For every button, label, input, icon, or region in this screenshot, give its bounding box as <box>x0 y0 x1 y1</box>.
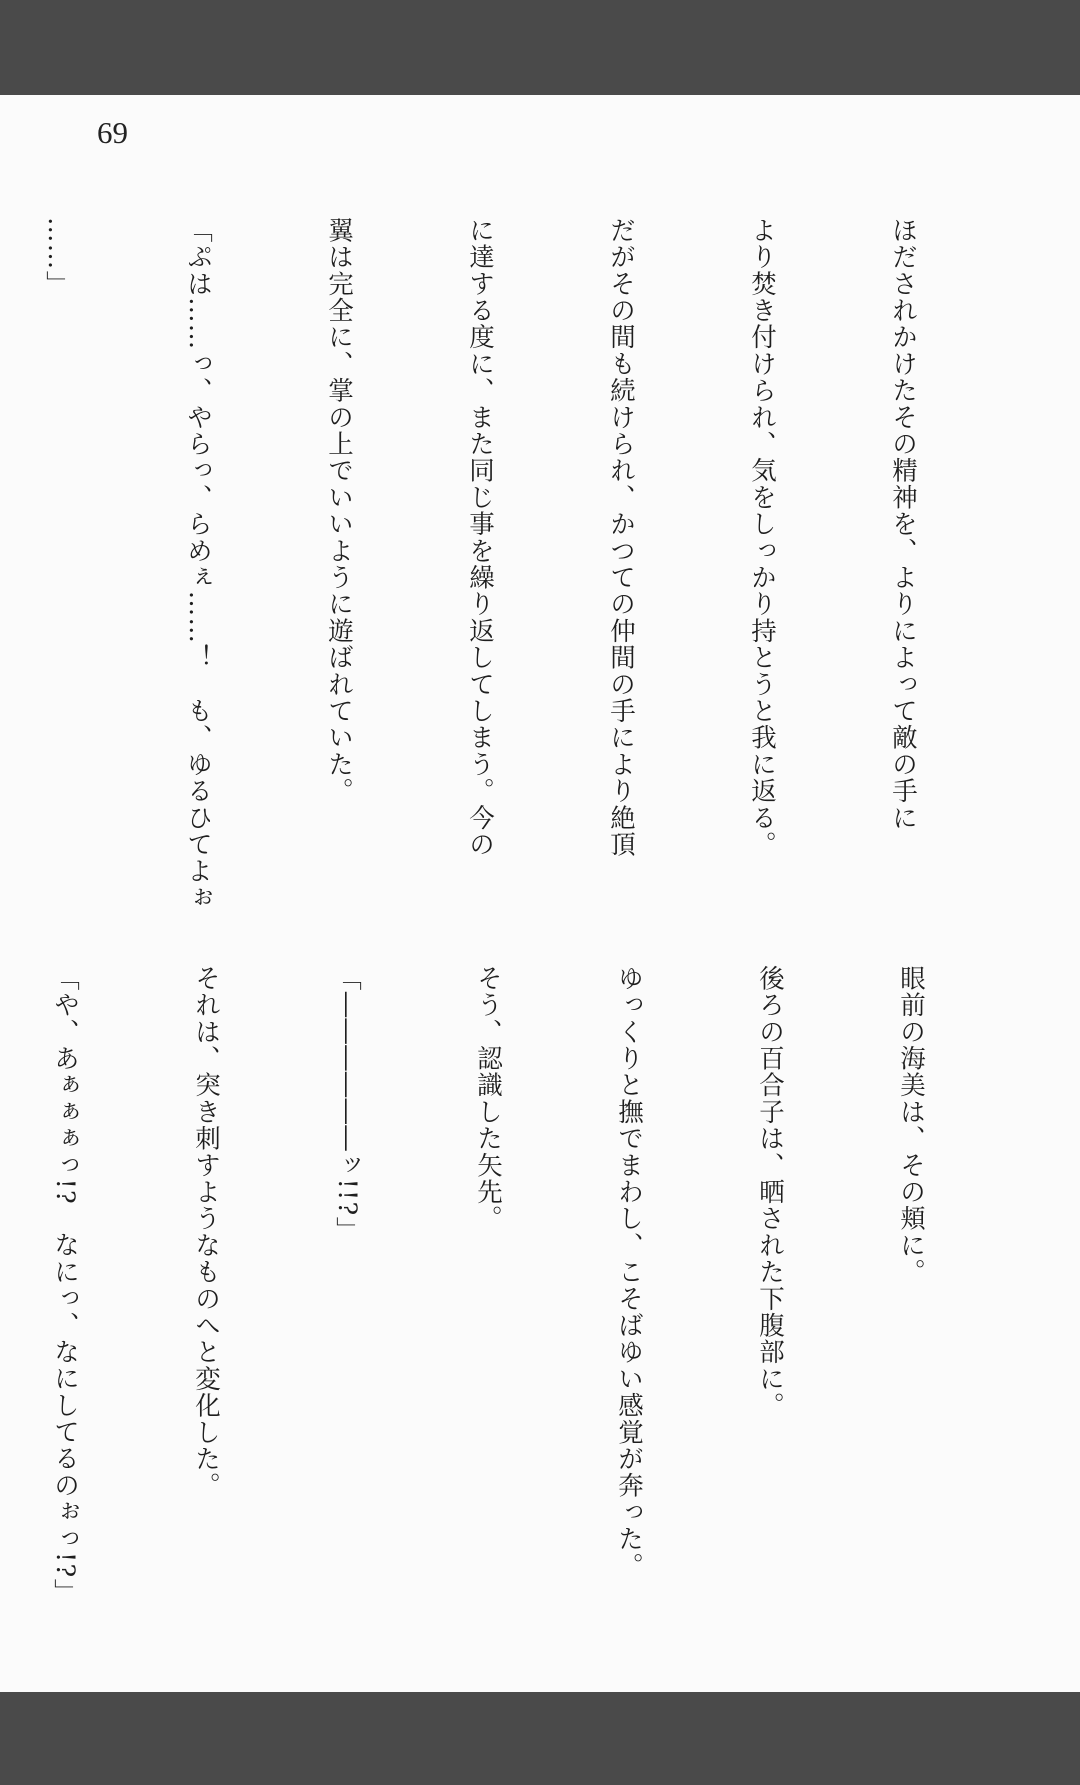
lower-text-block <box>0 965 1028 1675</box>
text-line: 眼前の海美は、その頬に。 <box>896 965 926 1286</box>
text-line: ……」 <box>42 217 72 298</box>
bottom-bar <box>0 1692 1080 1785</box>
text-line: に達する度に、また同じ事を繰り返してしまう。今の <box>465 217 495 858</box>
text-line: 翼は完全に、掌の上でいいように遊ばれていた。 <box>324 217 354 805</box>
text-line: 「――――――ッ!!?」 <box>332 965 362 1244</box>
top-bar <box>0 0 1080 95</box>
text-line: 後ろの百合子は、晒された下腹部に。 <box>755 965 785 1419</box>
book-page <box>0 95 1080 1692</box>
text-line: ほだされかけたその精神を、よりによって敵の手に <box>888 217 918 832</box>
text-line: 「ぷは……っ、やらっ、らめぇ……！ も、ゆるひてよぉ <box>183 217 213 912</box>
text-line: だがその間も続けられ、かつての仲間の手により絶頂 <box>606 217 636 858</box>
text-line: そう、認識した矢先。 <box>473 965 503 1232</box>
text-line: より焚き付けられ、気をしっかり持とうと我に返る。 <box>747 217 777 858</box>
text-line: ゆっくりと撫でまわし、こそばゆい感覚が奔った。 <box>614 965 644 1580</box>
upper-text-block <box>0 217 1020 937</box>
page-number: 69 <box>97 115 128 150</box>
text-line: それは、突き刺すようなものへと変化した。 <box>191 965 221 1499</box>
text-line: 「や、あぁぁぁっ!? なにっ、なにしてるのぉっ!?」 <box>50 965 80 1606</box>
